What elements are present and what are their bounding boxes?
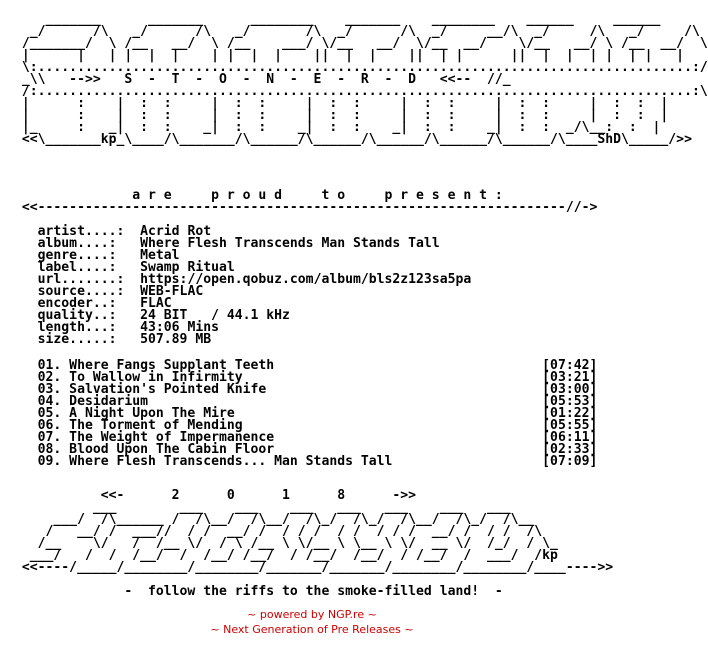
track-length: [03:00] — [542, 382, 598, 397]
info-key: size.....: — [14, 332, 141, 347]
track-title: 07. The Weight of Impermanence — [14, 430, 543, 445]
track-length: [05:55] — [542, 418, 598, 433]
present-line: a r e p r o u d t o p r e s e n t : — [14, 188, 503, 203]
track-row — [14, 454, 597, 469]
info-value: WEB-FLAC — [140, 284, 204, 299]
footer-ascii-art: ___ ___ ___ ___ ___ ___ ___ ___ ___/ /\______ / /\__/ /\__/ /\_/ /\_/ /\__/ /\_/ /\__ / __/ / ___// / / __/ / / / / / / / / / __/ / / / /\ /__ \/ / /__ \/ / \ /__ \ \/__ \ \__ \ \/ __ \/ /_/ / \_ ___/ / / /__/ / /__/ /__/ / /__/ /__/ / /__/ / ___/ /kp <<----/_____/________/________/_______/_______/________/________/____---->> — [21, 500, 614, 575]
info-value: FLAC — [140, 296, 172, 311]
info-key: quality..: — [14, 308, 141, 323]
track-title: 06. The Torment of Mending — [14, 418, 543, 433]
track-title: 02. To Wallow in Infirmity — [14, 370, 543, 385]
info-value: 24 BIT / 44.1 kHz — [140, 308, 290, 323]
year-line: <<- 2 0 1 8 ->> — [14, 488, 417, 503]
track-length: [06:11] — [542, 430, 598, 445]
info-key: url.......: — [14, 272, 141, 287]
present-divider: <<-------------------------------------------------------------------//-> — [14, 200, 598, 215]
track-length: [03:21] — [542, 370, 598, 385]
track-length: [07:42] — [542, 358, 598, 373]
track-title: 04. Desidarium — [14, 394, 543, 409]
track-length: [01:22] — [542, 406, 598, 421]
track-title: 01. Where Fangs Supplant Teeth — [14, 358, 543, 373]
track-title: 09. Where Flesh Transcends... Man Stands Tall — [14, 454, 543, 469]
track-title: 03. Salvation's Pointed Knife — [14, 382, 543, 397]
info-value: 507.89 MB — [140, 332, 212, 347]
info-key: genre....: — [14, 248, 141, 263]
info-value: 43:06 Mins — [140, 320, 219, 335]
info-key: artist....: — [14, 224, 141, 239]
footer-ascii-block — [14, 490, 613, 598]
info-key: label....: — [14, 260, 141, 275]
track-title: 05. A Night Upon The Mire — [14, 406, 543, 421]
release-info-block — [14, 190, 597, 346]
info-value: https://open.qobuz.com/album/bls2z123sa5pa — [140, 272, 472, 287]
track-title: 08. Blood Upon The Cabin Floor — [14, 442, 543, 457]
info-value: Metal — [140, 248, 180, 263]
info-rows — [14, 224, 471, 347]
info-key: source....: — [14, 284, 141, 299]
info-value: Where Flesh Transcends Man Stands Tall — [140, 236, 440, 251]
track-length: [05:53] — [542, 394, 598, 409]
info-key: encoder..: — [14, 296, 141, 311]
info-row — [14, 332, 211, 347]
track-length: [02:33] — [542, 442, 598, 457]
follow-line: - follow the riffs to the smoke-filled land! - — [14, 584, 503, 599]
next-generation-tagline: ~ Next Generation of Pre Releases ~ — [210, 623, 414, 636]
info-key: length...: — [14, 320, 141, 335]
tracklist — [14, 360, 597, 468]
info-key: album....: — [14, 236, 141, 251]
info-value: Swamp Ritual — [140, 260, 235, 275]
info-value: Acrid Rot — [140, 224, 212, 239]
track-length: [07:09] — [542, 454, 598, 469]
powered-by-link[interactable]: ~ powered by NGP.re ~ — [247, 608, 377, 621]
header-ascii-art: _______ _______ ________ _______ ________ ______ ______ _/ /\ _/ /\ _/ /\ _/ /\ _/ __/\ _/ /\ _/ /\ /_______/ \ /__ __/ \ /__ ___/ \/__ __/ \/__ __/ \/__ __/ \ /__ __/ \ | | | | | | | | | | || | | || | | || | | | | | | | \:...................................................................................:/ _\\ -->> S - T - O - N - E - R - D <<-- //_ /:...................................................................................:\ | : | : : | : : | : : | : : | : : | : : | | : | : : | : : | : : | : : | : : | : : | |_ : _| : : _| : : _| : : _| : : _| : : _/\__: : | <<\_______kp_\____/\_______/\______/\______/\______/\______/\______/\____ShD\_____/>> — [21, 12, 708, 147]
